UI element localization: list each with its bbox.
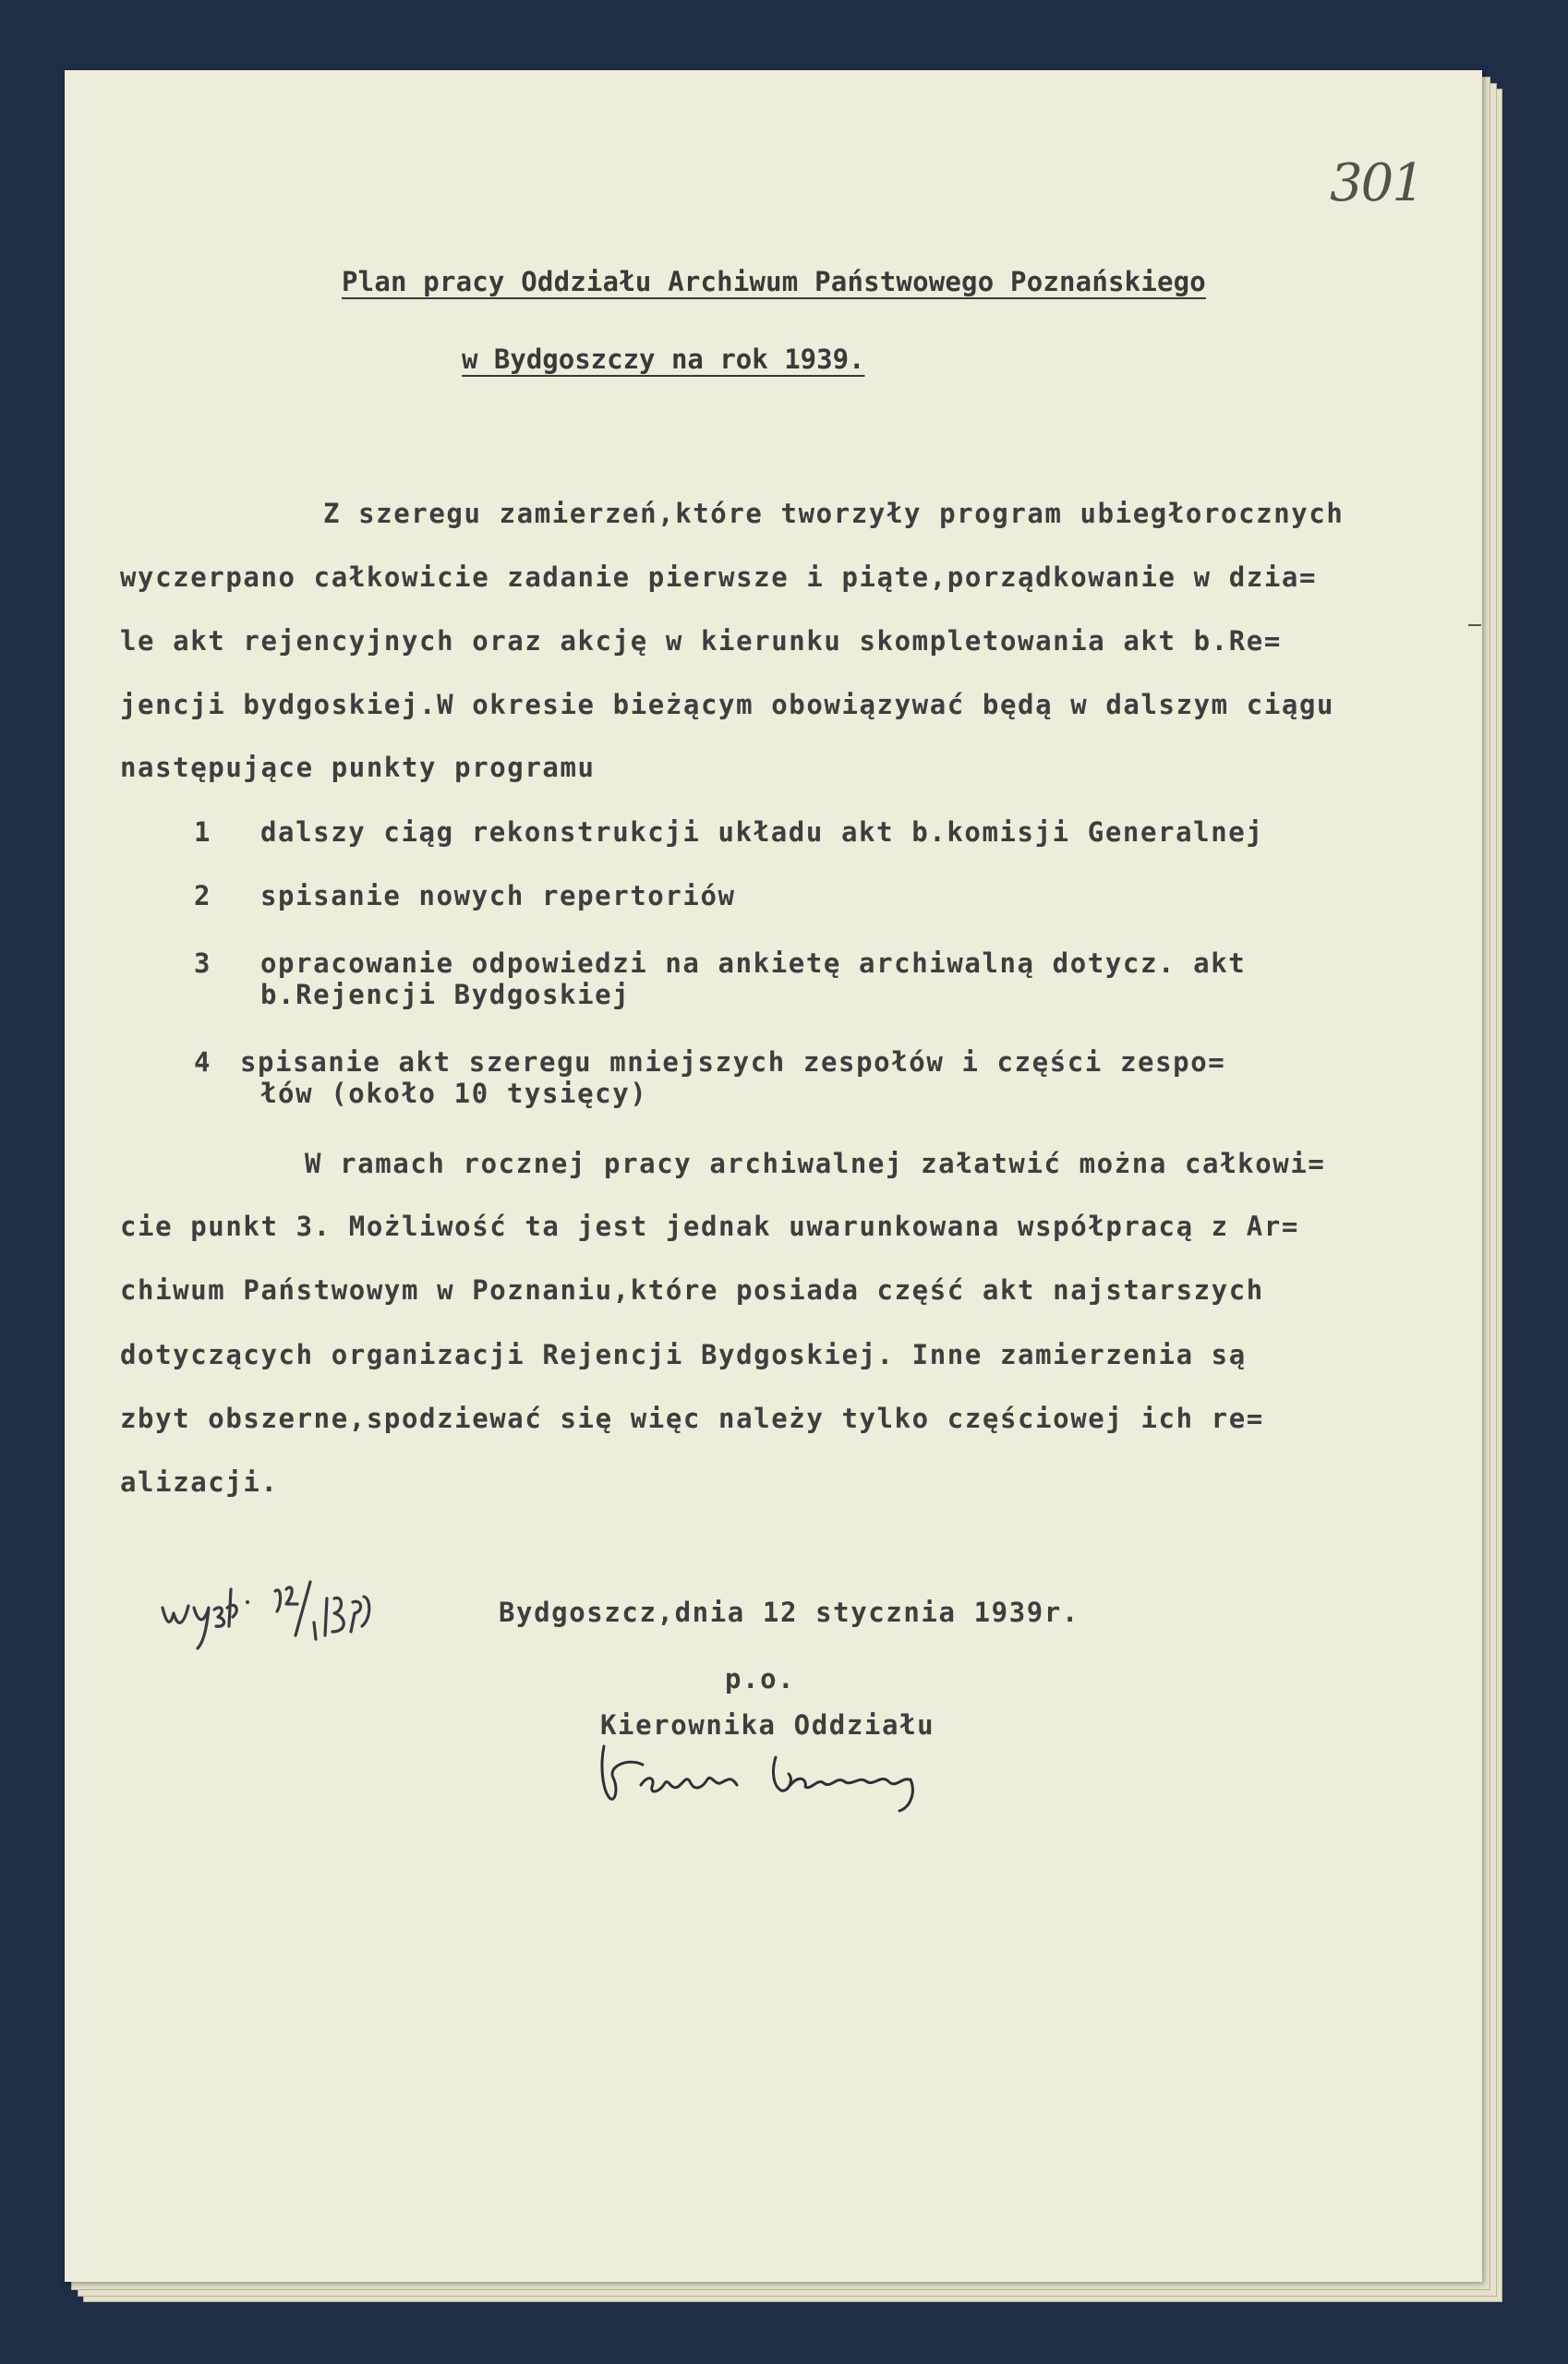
intro-line-1: Z szeregu zamierzeń,które tworzyły program ubiegłorocznych bbox=[323, 498, 1345, 529]
signature-role: Kierownika Oddziału bbox=[600, 1709, 935, 1741]
point-number-2: 2 bbox=[194, 880, 211, 911]
point-3-line-2: b.Rejencji Bydgoskiej bbox=[260, 979, 631, 1010]
point-text-2 bbox=[260, 880, 736, 911]
intro-line-2: wyczerpano całkowicie zadanie pierwsze i piąte,porządkowanie w dzia= bbox=[120, 561, 1318, 593]
point-3-line-1: opracowanie odpowiedzi na ankietę archiwalną dotycz. akt bbox=[260, 947, 1247, 979]
point-2-line-1: spisanie nowych repertoriów bbox=[260, 880, 736, 911]
closing-line-2: cie punkt 3. Możliwość ta jest jednak uwarunkowana współpracą z Ar= bbox=[120, 1211, 1299, 1242]
title-line-2: w Bydgoszczy na rok 1939. bbox=[462, 344, 865, 375]
point-text-1 bbox=[260, 816, 1263, 848]
closing-line-3: chiwum Państwowym w Poznaniu,które posiada część akt najstarszych bbox=[120, 1274, 1264, 1306]
intro-line-3: le akt rejencyjnych oraz akcję w kierunku skompletowania akt b.Re= bbox=[120, 625, 1282, 657]
closing-line-6: alizacji. bbox=[120, 1466, 279, 1498]
point-4-line-2: łów (około 10 tysięcy) bbox=[260, 1078, 648, 1109]
handwritten-note bbox=[157, 1571, 425, 1654]
point-text-4 bbox=[240, 1046, 1225, 1109]
date-line: Bydgoszcz,dnia 12 stycznia 1939r. bbox=[499, 1597, 1080, 1628]
point-text-3 bbox=[260, 947, 1246, 1010]
document-page bbox=[65, 70, 1482, 2282]
folio-number: 301 bbox=[1330, 153, 1423, 213]
intro-line-5: następujące punkty programu bbox=[120, 752, 596, 783]
handwritten-signature bbox=[591, 1737, 1108, 1820]
title-line-1: Plan pracy Oddziału Archiwum Państwowego Poznańskiego bbox=[342, 266, 1206, 297]
point-1-line-1: dalszy ciąg rekonstrukcji układu akt b.komisji Generalnej bbox=[260, 816, 1264, 848]
point-4-line-1: spisanie akt szeregu mniejszych zespołów i części zespo= bbox=[240, 1046, 1226, 1078]
margin-tick bbox=[1468, 624, 1481, 626]
closing-line-4: dotyczących organizacji Rejencji Bydgoskiej. Inne zamierzenia są bbox=[120, 1339, 1247, 1370]
closing-line-1: W ramach rocznej pracy archiwalnej załatwić można całkowi= bbox=[305, 1148, 1326, 1179]
point-number-4: 4 bbox=[194, 1046, 211, 1078]
point-number-3: 3 bbox=[194, 947, 211, 979]
intro-line-4: jencji bydgoskiej.W okresie bieżącym obowiązywać będą w dalszym ciągu bbox=[120, 689, 1335, 720]
signature-po: p.o. bbox=[725, 1663, 796, 1695]
closing-line-5: zbyt obszerne,spodziewać się więc należy tylko częściowej ich re= bbox=[120, 1403, 1264, 1434]
point-number-1: 1 bbox=[194, 816, 211, 848]
